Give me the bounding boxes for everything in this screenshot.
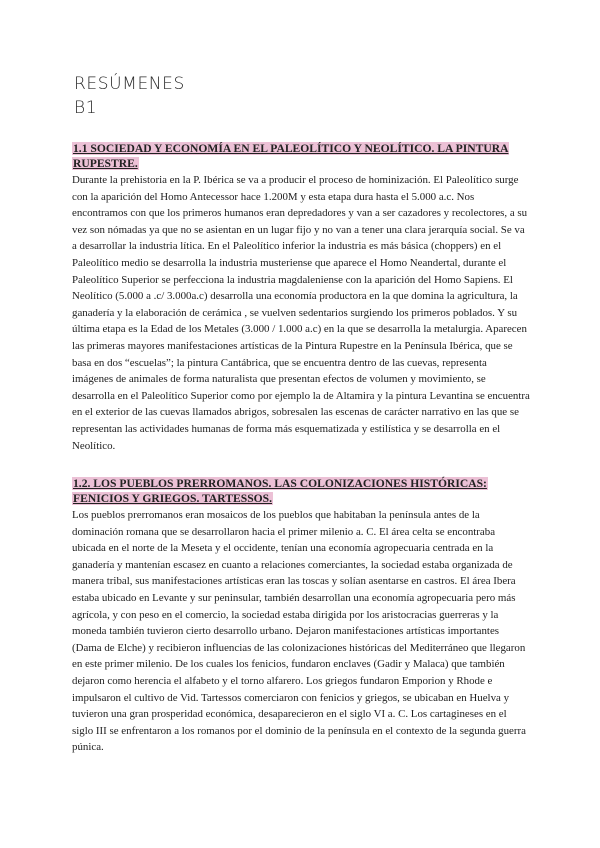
section-heading-1-2-text: 1.2. LOS PUEBLOS PRERROMANOS. LAS COLONIZACIONES HISTÓRICAS: FENICIOS Y GRIEGOS. TARTESSOS. bbox=[73, 477, 487, 505]
document-title: RESÚMENES bbox=[74, 74, 185, 94]
section-body-1-1: Durante la prehistoria en la P. Ibérica se va a producir el proceso de hominización. El Paleolítico surge con la aparición del Homo Antecessor hace 1.200M y esta etapa dura hasta el 5.000 a.c. Nos encontramos con que los primeros humanos eran depredadores y van a ser cazadores y recolectores, a su vez son nómadas ya que no se asientan en un lugar fijo y no van a tener una clara jerarquía social. Se va a desarrollar la industria lítica. En el Paleolítico inferior la industria es más básica (choppers) en el Paleolítico medio se desarrolla la industria musteriense que aparece el Homo Neandertal, durante el Paleolítico Superior se perfecciona la industria magdaleniense con la aparición del Homo Sapiens. El Neolítico (5.000 a .c/ 3.000a.c) desarrolla una economía productora en la que domina la agricultura, la ganadería y la elaboración de cerámica , se vuelven sedentarios surgiendo los primeros poblados. Y su última etapa es la Edad de los Metales (3.000 / 1.000 a.c) en la que se desarrolla la metalurgia. Aparecen las primeras mayores manifestaciones artísticas de la Pintura Rupestre en la Península Ibérica, que se basa en dos “escuelas”; la pintura Cantábrica, que se encuentra dentro de las cuevas, representa imágenes de animales de forma naturalista que presentan efectos de volumen y movimiento, se desarrolla en el Paleolítico Superior como por ejemplo la de Altamira y la pintura Levantina se encuentra en el exterior de las cuevas llamados abrigos, sobresalen las escenas de carácter narrativo en las que se representan las actividades humanas de forma más esquematizada y estilística y se desarrolla en el Neolítico. bbox=[72, 174, 530, 452]
section-body-1-2: Los pueblos prerromanos eran mosaicos de los pueblos que habitaban la península antes de la dominación romana que se desarrollaron hacia el primer milenio a. C. El área celta se encontraba ubicada en el norte de la Meseta y el occidente, tenían una economía agropecuaria centrada en la ganadería y mantenían escasez en cuanto a relaciones comerciantes, la sociedad estaba organizada de manera tribal, sus manifestaciones artísticas eran las toscas y solían asentarse en castros. El área Ibera estaba ubicado en Levante y sur peninsular, también desarrollan una economía agropecuaria pero más agrícola, y con peso en el comercio, la sociedad estaba dirigida por los aristocracias guerreras y la moneda también tuvieron cierto desarrollo urbano. Dejaron manifestaciones artísticas importantes (Dama de Elche) y recibieron influencias de las colonizaciones históricas del Mediterráneo que llegaron en este primer milenio. De los cuales los fenicios, fundaron enclaves (Gadir y Malaca) que también dejaron como herencia el alfabeto y el torno alfarero. Los griegos fundaron Emporion y Rhode e impulsaron el cultivo de Vid. Tartessos comerciaron con fenicios y griegos, se ubicaban en Huelva y tuvieron una gran prosperidad económica, desaparecieron en el siglo VI a. C. Los cartagineses en el siglo III se enfrentaron a los romanos por el dominio de la península en el contexto de la segunda guerra púnica. bbox=[72, 509, 526, 754]
document-subtitle: B1 bbox=[74, 98, 98, 118]
section-heading-1-1-text: 1.1 SOCIEDAD Y ECONOMÍA EN EL PALEOLÍTICO Y NEOLÍTICO. LA PINTURA RUPESTRE. bbox=[73, 142, 509, 170]
section-heading-1-1 bbox=[72, 141, 530, 171]
section-heading-1-2 bbox=[72, 476, 530, 506]
